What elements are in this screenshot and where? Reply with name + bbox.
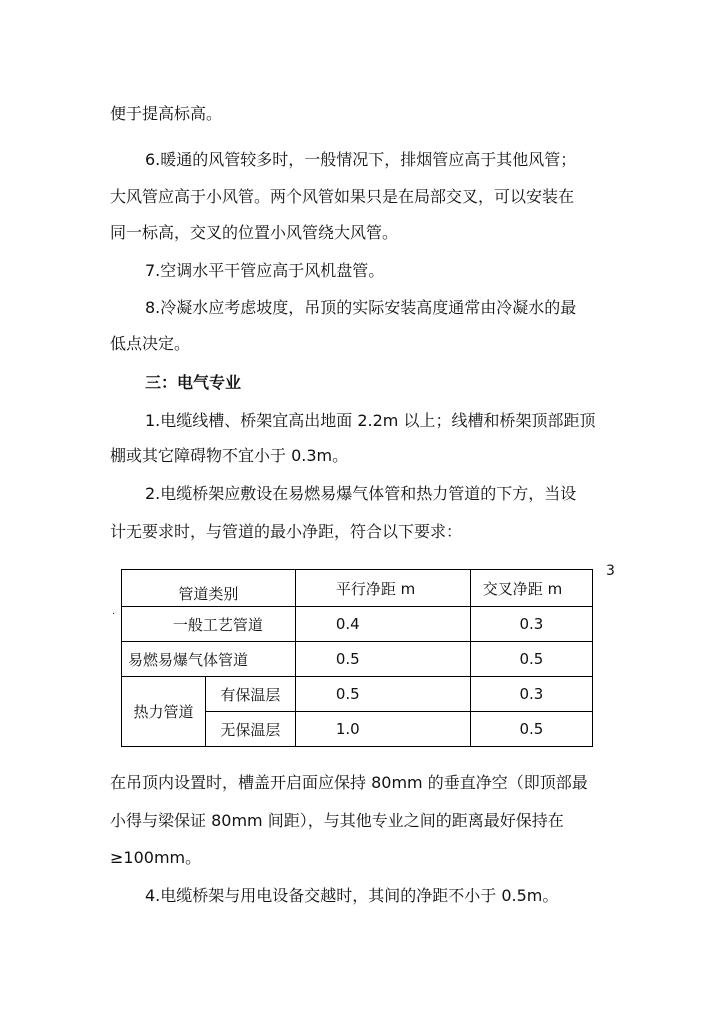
header-cross-clearance: 交叉净距 m: [470, 570, 592, 607]
section-heading: 三：电气专业: [145, 373, 242, 392]
parallel-value-cell: 0.5: [295, 642, 470, 677]
text-line: 大风管应高于小风管。两个风管如果只是在局部交叉，可以安装在: [110, 187, 575, 206]
cross-value-cell: 0.5: [470, 712, 592, 747]
text-line: 8.冷凝水应考虑坡度，吊顶的实际安装高度通常由冷凝水的最: [145, 298, 577, 317]
pipe-type-cell: 易燃易爆气体管道: [122, 642, 296, 677]
cross-value-cell: 0.3: [470, 677, 592, 712]
text-line: 计无要求时，与管道的最小净距，符合以下要求：: [110, 522, 463, 541]
text-line: 6.暖通的风管较多时，一般情况下，排烟管应高于其他风管；: [145, 150, 577, 169]
table-row: [122, 642, 593, 677]
pipe-subtype-cell: 有保温层: [206, 677, 296, 712]
text-line: 便于提高标高。: [110, 104, 223, 123]
text-line: 同一标高，交叉的位置小风管绕大风管。: [110, 223, 399, 242]
stray-mark: .: [112, 606, 116, 617]
header-parallel-clearance: 平行净距 m: [295, 570, 470, 607]
table-row: [122, 677, 593, 712]
clearance-table: [121, 569, 593, 747]
text-line: 4.电缆桥架与用电设备交越时，其间的净距不小于 0.5m。: [145, 886, 559, 905]
pipe-subtype-cell: 无保温层: [206, 712, 296, 747]
text-line: 在吊顶内设置时，槽盖开启面应保持 80mm 的垂直净空（即顶部最: [110, 773, 588, 792]
cross-value-cell: 0.3: [470, 607, 592, 642]
text-line: 2.电缆桥架应敷设在易燃易爆气体管和热力管道的下方，当设: [145, 484, 577, 503]
pipe-type-cell: 热力管道: [122, 677, 206, 747]
cross-value-cell: 0.5: [470, 642, 592, 677]
text-line: 低点决定。: [110, 334, 191, 353]
table-header-row: [122, 570, 593, 607]
pipe-type-cell: 一般工艺管道: [122, 607, 296, 642]
text-line: 1.电缆线槽、桥架宜高出地面 2.2m 以上；线槽和桥架顶部距顶: [145, 411, 596, 430]
table-row: [122, 607, 593, 642]
parallel-value-cell: 0.4: [295, 607, 470, 642]
text-line: 7.空调水平干管应高于风机盘管。: [145, 261, 385, 280]
text-line: 小得与梁保证 80mm 间距），与其他专业之间的距离最好保持在: [110, 811, 564, 830]
text-line: 棚或其它障碍物不宜小于 0.3m。: [110, 446, 349, 465]
page-number: 3: [606, 563, 615, 579]
header-pipe-type: 管道类别: [122, 570, 296, 607]
text-line: ≥100mm。: [110, 848, 202, 867]
parallel-value-cell: 0.5: [295, 677, 470, 712]
parallel-value-cell: 1.0: [295, 712, 470, 747]
